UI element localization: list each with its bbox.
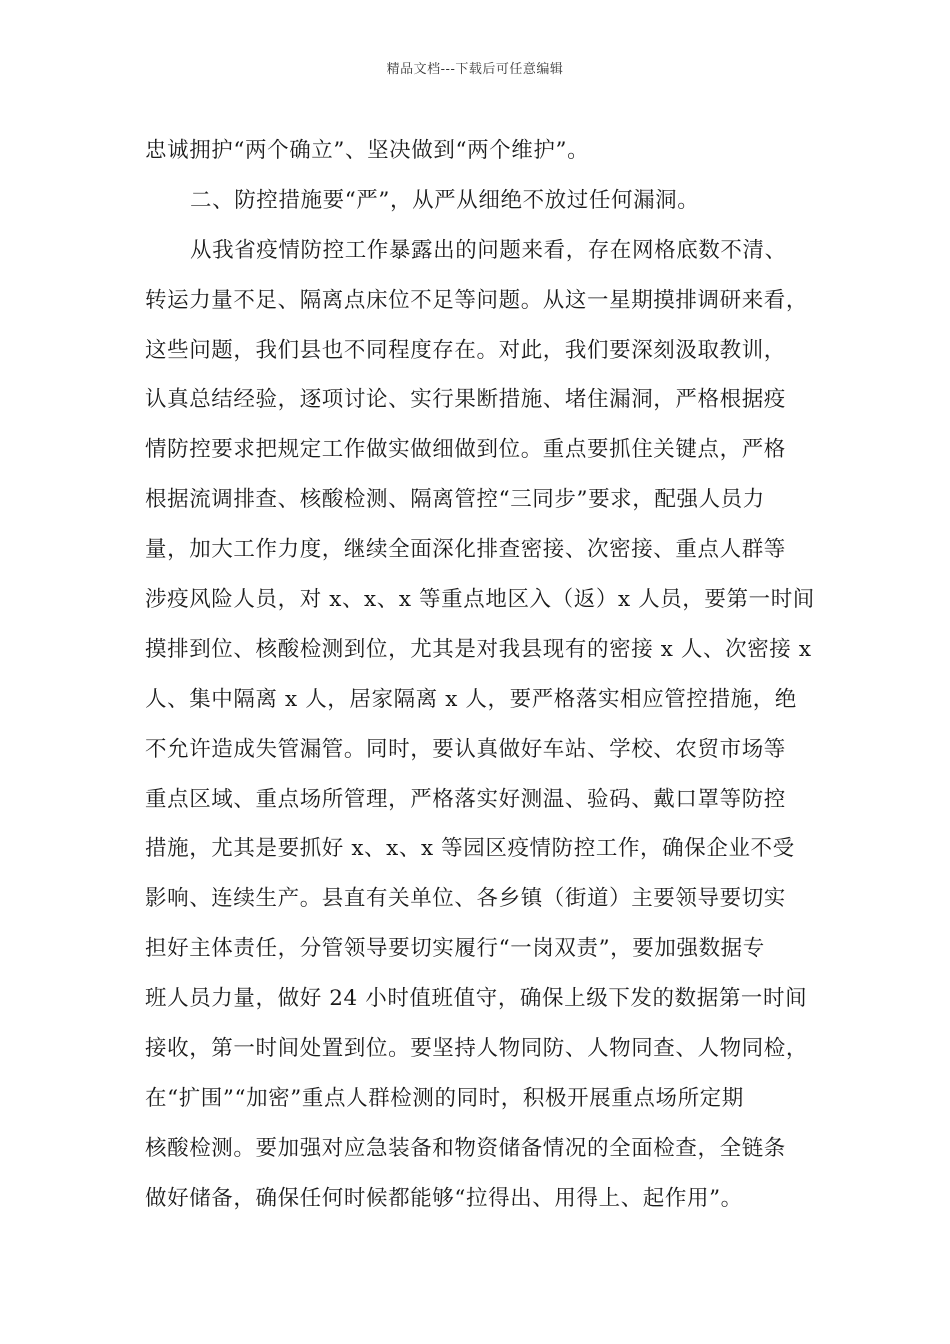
paragraph-line: 从我省疫情防控工作暴露出的问题来看，存在网格底数不清、 (190, 238, 787, 263)
paragraph-line: 接收，第一时间处置到位。要坚持人物同防、人物同查、人物同检， (145, 1036, 809, 1061)
paragraph-line: 认真总结经验，逐项讨论、实行果断措施、堵住漏洞，严格根据疫 (145, 387, 786, 412)
paragraph-line: 措施，尤其是要抓好 x、x、x 等园区疫情防控工作，确保企业不受 (145, 836, 795, 861)
section-heading: 二、防控措施要“严”，从严从细绝不放过任何漏洞。 (190, 188, 700, 213)
paragraph-line: 情防控要求把规定工作做实做细做到位。重点要抓住关键点，严格 (145, 437, 786, 462)
paragraph-line: 核酸检测。要加强对应急装备和物资储备情况的全面检查，全链条 (145, 1136, 786, 1161)
paragraph-line: 在“扩围”“加密”重点人群检测的同时，积极开展重点场所定期 (145, 1086, 744, 1111)
paragraph-line: 涉疫风险人员，对 x、x、x 等重点地区入（返）x 人员，要第一时间 (145, 587, 815, 612)
paragraph-line: 这些问题，我们县也不同程度存在。对此，我们要深刻汲取教训， (145, 338, 786, 363)
paragraph-line: 影响、连续生产。县直有关单位、各乡镇（街道）主要领导要切实 (145, 886, 786, 911)
paragraph-line: 忠诚拥护“两个确立”、坚决做到“两个维护”。 (145, 138, 590, 163)
paragraph-line: 班人员力量，做好 24 小时值班值守，确保上级下发的数据第一时间 (145, 986, 808, 1011)
page-header: 精品文档---下载后可任意编辑 (386, 62, 564, 77)
paragraph-line: 转运力量不足、隔离点床位不足等问题。从这一星期摸排调研来看， (145, 288, 809, 313)
paragraph-line: 担好主体责任，分管领导要切实履行“一岗双责”，要加强数据专 (145, 936, 765, 961)
paragraph-line: 做好储备，确保任何时候都能够“拉得出、用得上、起作用”。 (145, 1186, 743, 1211)
paragraph-line: 不允许造成失管漏管。同时，要认真做好车站、学校、农贸市场等 (145, 737, 786, 762)
paragraph-line: 摸排到位、核酸检测到位，尤其是对我县现有的密接 x 人、次密接 x (145, 637, 812, 662)
paragraph-line: 重点区域、重点场所管理，严格落实好测温、验码、戴口罩等防控 (145, 787, 786, 812)
paragraph-line: 人、集中隔离 x 人，居家隔离 x 人，要严格落实相应管控措施，绝 (145, 687, 797, 712)
paragraph-line: 量，加大工作力度，继续全面深化排查密接、次密接、重点人群等 (145, 537, 786, 562)
paragraph-line: 根据流调排查、核酸检测、隔离管控“三同步”要求，配强人员力 (145, 487, 765, 512)
